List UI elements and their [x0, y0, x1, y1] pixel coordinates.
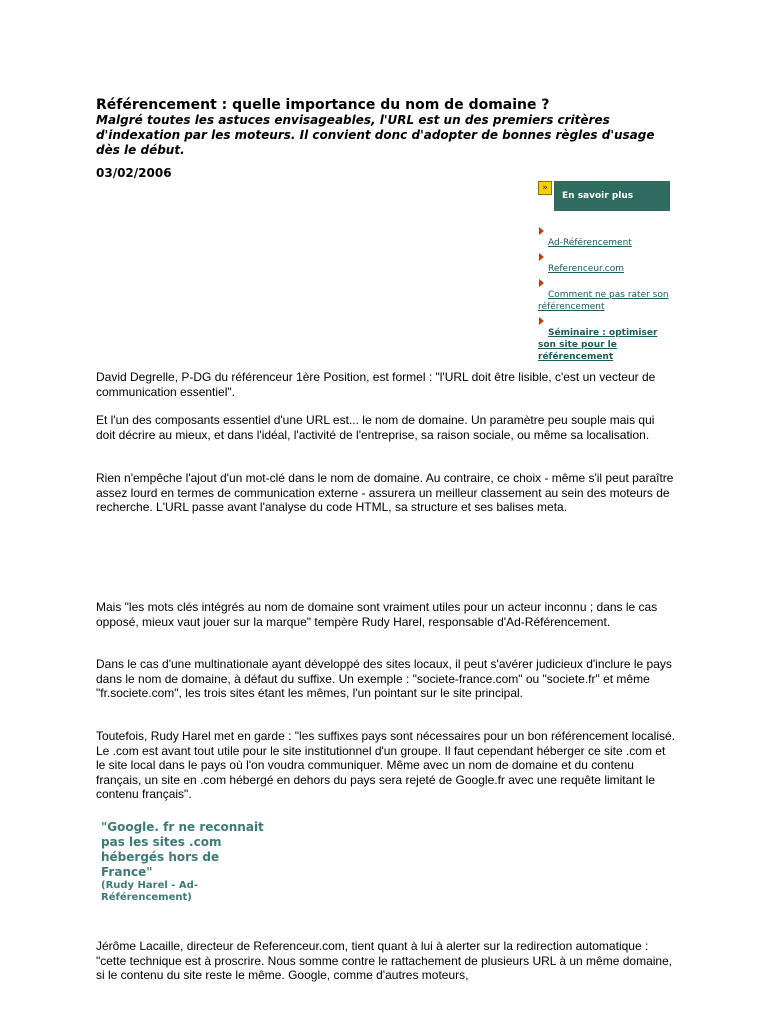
link-comment-ne-pas-rater[interactable]: Comment ne pas rater son référencement — [538, 290, 669, 312]
paragraph: Toutefois, Rudy Harel met en garde : "les suffixes pays sont nécessaires pour un bon référencement localisé. Le .com est avant tout utile pour le site institutionnel d'un groupe. Il faut cependant héberger ce site .com et le site local dans le pays où l'on voudra communiquer. Même avec un nom de domaine et du contenu français, un site en .com hébergé en dehors du pays sera rejeté de Google.fr avec une requête limitant le contenu français". — [96, 729, 676, 801]
paragraph: Mais "les mots clés intégrés au nom de domaine sont vraiment utiles pour un acteur inconnu ; dans le cas opposé, mieux vaut jouer sur la marque" tempère Rudy Harel, responsable d'Ad-Référencement. — [96, 600, 658, 629]
article-date: 03/02/2006 — [96, 166, 172, 180]
link-ad-referencement[interactable]: Ad-Référencement — [548, 238, 632, 248]
link-referenceur[interactable]: Referenceur.com — [548, 264, 624, 274]
related-link-item — [538, 317, 674, 363]
paragraph: David Degrelle, P-DG du référenceur 1ère Position, est formel : "l'URL doit être lisible, c'est un vecteur de communication essentiel". — [96, 370, 656, 399]
paragraph: Et l'un des composants essentiel d'une URL est... le nom de domaine. Un paramètre peu souple mais qui doit décrire au mieux, et dans l'idéal, l'activité de l'entreprise, sa raison sociale, ou même sa localisation. — [96, 413, 655, 442]
pull-quote-text: "Google. fr ne reconnait pas les sites .com hébergés hors de France" — [101, 820, 264, 879]
related-links-header — [538, 181, 674, 211]
paragraph: Dans le cas d'une multinationale ayant développé des sites locaux, il peut s'avérer judicieux d'inclure le pays dans le nom de domaine, à défaut du suffixe. Un exemple : "societe-france.com" ou "societe.fr" et même "fr.societe.com", les trois sites étant les mêmes, l'un pointant sur le site principal. — [96, 657, 672, 700]
pull-quote — [101, 820, 271, 904]
paragraph: Rien n'empêche l'ajout d'un mot-clé dans le nom de domaine. Au contraire, ce choix - même s'il peut paraître assez lourd en termes de communication externe - assurera un meilleur classement au sein des moteurs de recherche. L'URL passe avant l'analyse du code HTML, sa structure et ses balises meta. — [96, 471, 674, 514]
article-subtitle: Malgré toutes les astuces envisageables, l'URL est un des premiers critères d'indexation par les moteurs. Il convient donc d'adopter de bonnes règles d'usage dès le début. — [96, 113, 655, 157]
related-links-title: En savoir plus — [554, 181, 670, 211]
paragraph: Jérôme Lacaille, directeur de Referenceur.com, tient quant à lui à alerter sur la redirection automatique : "cette technique est à proscrire. Nous somme contre le rattachement de plusieurs URL à un même domaine, si le contenu du site reste le même. Google, comme d'autres moteurs, — [96, 939, 673, 982]
related-links-box — [538, 181, 674, 362]
related-link-item — [538, 227, 674, 253]
related-link-item — [538, 253, 674, 279]
related-link-item — [538, 279, 674, 317]
related-links-list — [538, 227, 674, 363]
pull-quote-author: (Rudy Harel - Ad-Référencement) — [101, 880, 198, 903]
double-arrow-icon: » — [538, 181, 552, 195]
arrow-bullet-icon — [539, 317, 544, 325]
arrow-bullet-icon — [539, 253, 544, 261]
link-seminaire[interactable]: Séminaire : optimiser son site pour le référencement — [538, 328, 658, 362]
article-title: Référencement : quelle importance du nom de domaine ? — [96, 97, 550, 113]
arrow-bullet-icon — [539, 227, 544, 235]
arrow-bullet-icon — [539, 279, 544, 287]
